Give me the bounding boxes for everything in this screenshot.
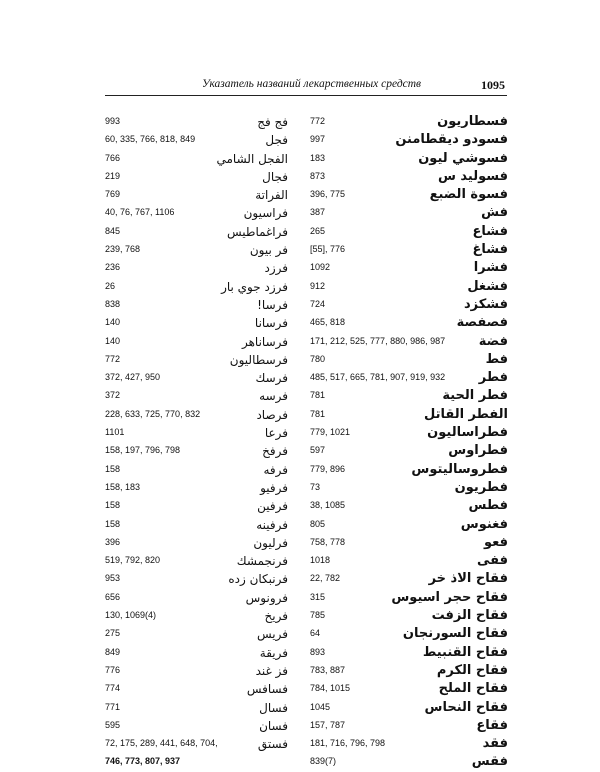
entry-arabic-term: فستق [257, 737, 288, 752]
entry-page-refs: 953 [105, 573, 121, 584]
index-entry [310, 735, 508, 753]
index-entry [105, 461, 288, 479]
entry-page-refs: 776 [105, 664, 121, 675]
entry-page-refs: 774 [105, 683, 121, 694]
entry-page-refs: 993 [105, 116, 121, 126]
entry-arabic-term: فشاع [472, 223, 508, 239]
index-entry [310, 150, 508, 168]
index-entry [310, 479, 508, 497]
left-index-column [105, 113, 288, 771]
header-rule [105, 95, 507, 96]
page-number: 1095 [481, 78, 505, 92]
entry-page-refs: 893 [310, 646, 326, 657]
entry-page-refs: 784, 1015 [310, 683, 351, 694]
index-entry [310, 662, 508, 680]
entry-page-refs: 140 [105, 335, 121, 346]
index-entry [310, 516, 508, 534]
entry-arabic-term: فرفيو [260, 480, 288, 495]
entry-page-refs: 64 [310, 628, 321, 639]
index-entry [105, 278, 288, 296]
entry-arabic-term: فرنبكان زده [228, 572, 288, 587]
index-entry [310, 625, 508, 643]
entry-page-refs: 181, 716, 796, 798 [310, 738, 386, 749]
entry-page-refs: 805 [310, 518, 326, 529]
entry-arabic-term: الفطر القاتل [423, 406, 508, 422]
entry-page-refs: 766 [105, 152, 121, 163]
entry-arabic-term: فغنوس [460, 516, 508, 532]
entry-page-refs: 1101 [105, 427, 125, 438]
entry-page-refs: 60, 335, 766, 818, 849 [105, 134, 196, 145]
index-entry [105, 351, 288, 369]
index-entry [310, 753, 508, 771]
index-entry [105, 259, 288, 277]
index-entry [105, 296, 288, 314]
index-entry [310, 314, 508, 332]
entry-arabic-term: فقس [471, 754, 508, 770]
entry-page-refs: 779, 1021 [310, 427, 351, 438]
entry-arabic-term: فرعا [264, 426, 288, 441]
index-entry [310, 607, 508, 625]
index-entry [310, 168, 508, 186]
entry-page-refs: [55], 776 [310, 244, 346, 255]
entry-page-refs: 396, 775 [310, 189, 346, 200]
entry-page-refs: 372 [105, 390, 121, 401]
entry-page-refs: 387 [310, 207, 326, 218]
entry-arabic-term: فسافس [246, 682, 288, 697]
index-entry [105, 479, 288, 497]
index-entry [105, 625, 288, 643]
entry-arabic-term: فشغل [467, 278, 508, 294]
entry-arabic-term: فريخ [264, 609, 288, 624]
entry-page-refs: 38, 1085 [310, 500, 346, 511]
index-entry [310, 333, 508, 351]
index-entry [310, 680, 508, 698]
right-index-column [310, 113, 508, 772]
index-entry [105, 607, 288, 625]
index-entry [310, 204, 508, 222]
entry-page-refs: 724 [310, 298, 326, 309]
entry-page-refs: 72, 175, 289, 441, 648, 704, [105, 738, 218, 749]
index-entry [105, 570, 288, 588]
entry-page-refs: 779, 896 [310, 463, 346, 474]
entry-arabic-term: فشاغ [472, 242, 508, 258]
entry-arabic-term: فرزد [264, 261, 288, 276]
entry-arabic-term: فقاح الملح [438, 681, 508, 697]
entry-page-refs: 785 [310, 610, 326, 621]
entry-page-refs: 1018 [310, 555, 331, 566]
entry-page-refs: 772 [310, 116, 326, 126]
entry-arabic-term: فرساناهر [241, 334, 288, 349]
entry-arabic-term: فقاح الاذ خر [428, 571, 508, 587]
index-entry [105, 516, 288, 534]
index-entry [310, 296, 508, 314]
entry-arabic-term: فرسانا [254, 316, 288, 331]
entry-page-refs: 73 [310, 481, 321, 492]
index-entry [105, 369, 288, 387]
entry-page-refs: 769 [105, 189, 121, 200]
entry-page-refs: 771 [105, 701, 121, 712]
index-entry [310, 406, 508, 424]
entry-arabic-term: فرليون [253, 535, 288, 550]
entry-arabic-term: فرنجمشك [236, 554, 288, 569]
index-entry [310, 259, 508, 277]
entry-page-refs: 1045 [310, 701, 331, 712]
entry-page-refs: 157, 787 [310, 719, 346, 730]
entry-arabic-term: فريس [257, 627, 288, 642]
entry-page-refs: 236 [105, 262, 121, 273]
entry-arabic-term: فقاح النحاس [424, 699, 508, 715]
entry-page-refs: 839(7) [310, 756, 337, 767]
entry-arabic-term: فصفصة [456, 315, 508, 331]
index-entry [310, 131, 508, 149]
index-entry [105, 699, 288, 717]
entry-page-refs-continued: 746, 773, 807, 937 [105, 756, 181, 767]
entry-page-refs: 40, 76, 767, 1106 [105, 207, 175, 218]
entry-arabic-term: فطر [478, 370, 508, 386]
index-entry [310, 278, 508, 296]
index-entry [310, 223, 508, 241]
entry-page-refs: 758, 778 [310, 536, 346, 547]
entry-arabic-term: فز غند [255, 663, 288, 678]
entry-page-refs: 130, 1069(4) [105, 610, 157, 621]
index-entry [105, 717, 288, 735]
entry-arabic-term: فعو [483, 534, 508, 550]
entry-page-refs: 997 [310, 134, 326, 145]
index-entry [310, 497, 508, 515]
entry-arabic-term: فقاح السورنجان [402, 626, 508, 642]
index-entry [105, 150, 288, 168]
index-entry [105, 387, 288, 405]
entry-arabic-term: فطر الحية [442, 388, 508, 404]
index-entry [105, 406, 288, 424]
index-entry [105, 644, 288, 662]
index-entry [310, 570, 508, 588]
index-entry [105, 131, 288, 149]
index-entry [105, 204, 288, 222]
header-title: Указатель названий лекарственных средств [202, 78, 422, 90]
entry-arabic-term: فقاح الزفت [431, 608, 508, 624]
entry-page-refs: 140 [105, 317, 121, 328]
entry-arabic-term: فقاح القنبيط [422, 644, 508, 660]
index-entry [105, 552, 288, 570]
entry-arabic-term: فقاع [476, 717, 508, 733]
entry-page-refs: 219 [105, 170, 121, 181]
index-entry [310, 369, 508, 387]
entry-arabic-term: فشكزد [463, 296, 508, 312]
entry-arabic-term: فراسيون [243, 206, 288, 221]
entry-arabic-term: فطراساليون [427, 425, 508, 441]
entry-page-refs: 873 [310, 170, 326, 181]
index-entry [310, 717, 508, 735]
index-entry [310, 442, 508, 460]
entry-arabic-term: فرسك [255, 371, 288, 386]
entry-arabic-term: فرفينه [256, 517, 288, 532]
entry-arabic-term: فرسه [259, 389, 288, 404]
index-entry [310, 552, 508, 570]
entry-arabic-term: فط [485, 351, 508, 367]
index-entry [105, 589, 288, 607]
entry-arabic-term: فقاح الكرم [436, 662, 508, 678]
entry-page-refs: 849 [105, 646, 121, 657]
entry-page-refs: 597 [310, 445, 326, 456]
entry-page-refs: 158 [105, 518, 121, 529]
entry-arabic-term: فطراوس [448, 443, 508, 459]
entry-page-refs: 275 [105, 628, 121, 639]
index-entry [310, 351, 508, 369]
entry-arabic-term: فرزد جوي بار [221, 279, 288, 294]
entry-arabic-term: فقاح حجر اسيوس [391, 589, 508, 605]
entry-arabic-term: فريقة [259, 645, 288, 660]
entry-page-refs: 183 [310, 152, 326, 163]
index-entry [105, 186, 288, 204]
index-entry [310, 589, 508, 607]
entry-page-refs: 912 [310, 280, 326, 291]
entry-page-refs: 158, 197, 796, 798 [105, 445, 181, 456]
entry-arabic-term: فسطاريون [437, 114, 508, 129]
index-entry [105, 534, 288, 552]
index-entry [105, 314, 288, 332]
entry-page-refs: 845 [105, 225, 121, 236]
entry-arabic-term: فرسطاليون [229, 352, 288, 367]
entry-arabic-term: فطريون [454, 479, 508, 495]
index-entry [105, 168, 288, 186]
entry-arabic-term: فش [481, 205, 508, 221]
index-entry [105, 497, 288, 515]
entry-arabic-term: فسوليد س [437, 168, 508, 184]
entry-arabic-term: فرفخ [262, 444, 288, 459]
running-header [105, 78, 507, 96]
entry-page-refs: 265 [310, 225, 326, 236]
entry-page-refs: 22, 782 [310, 573, 341, 584]
entry-page-refs: 772 [105, 353, 121, 364]
index-entry [310, 424, 508, 442]
entry-page-refs: 239, 768 [105, 244, 141, 255]
index-entry [310, 186, 508, 204]
index-entry [310, 241, 508, 259]
index-entry [105, 442, 288, 460]
index-entry [105, 241, 288, 259]
entry-arabic-term: ففى [476, 553, 508, 569]
entry-arabic-term: فراغماطيس [226, 224, 288, 239]
index-entry [310, 534, 508, 552]
entry-arabic-term: فطس [468, 498, 508, 514]
entry-arabic-term: الفراتة [255, 188, 288, 203]
entry-arabic-term: فقد [482, 736, 508, 752]
entry-arabic-term: فسان [259, 718, 288, 733]
index-entry [310, 461, 508, 479]
entry-arabic-term: فسوة الضبع [429, 187, 508, 203]
entry-page-refs: 158, 183 [105, 481, 141, 492]
entry-page-refs: 372, 427, 950 [105, 372, 161, 383]
entry-arabic-term: فرسا! [257, 297, 288, 312]
index-entry [310, 644, 508, 662]
entry-arabic-term: فرصاد [256, 407, 288, 422]
entry-page-refs: 780 [310, 353, 326, 364]
entry-arabic-term: فطروساليتوس [411, 461, 508, 477]
index-entry [310, 113, 508, 131]
index-entry [105, 424, 288, 442]
index-entry [105, 333, 288, 351]
entry-page-refs: 783, 887 [310, 664, 346, 675]
index-entry [105, 113, 288, 131]
index-entry [105, 662, 288, 680]
entry-page-refs: 26 [105, 280, 116, 291]
entry-arabic-term: فج فج [257, 115, 288, 129]
entry-arabic-term: فسوشي ليون [418, 150, 508, 166]
index-entry [105, 680, 288, 698]
entry-page-refs: 171, 212, 525, 777, 880, 986, 987 [310, 335, 446, 346]
entry-arabic-term: فرونوس [245, 590, 288, 605]
index-entry [310, 387, 508, 405]
entry-arabic-term: فسال [259, 700, 288, 715]
entry-page-refs: 228, 633, 725, 770, 832 [105, 408, 201, 419]
entry-page-refs: 781 [310, 390, 326, 401]
entry-page-refs: 781 [310, 408, 326, 419]
entry-page-refs: 656 [105, 591, 121, 602]
entry-page-refs: 315 [310, 591, 326, 602]
entry-arabic-term: فسودو ديقطامنن [395, 132, 508, 148]
entry-arabic-term: فرفه [263, 462, 288, 477]
entry-page-refs: 158 [105, 463, 121, 474]
entry-page-refs: 465, 818 [310, 317, 346, 328]
entry-page-refs: 485, 517, 665, 781, 907, 919, 932 [310, 372, 446, 383]
index-entry [310, 699, 508, 717]
entry-page-refs: 838 [105, 298, 121, 309]
entry-page-refs: 1092 [310, 262, 331, 273]
entry-arabic-term: فجل [265, 133, 288, 148]
entry-arabic-term: فشرا [473, 260, 508, 276]
entry-arabic-term: الفجل الشامي [216, 151, 288, 166]
entry-page-refs: 158 [105, 500, 121, 511]
index-entry [105, 223, 288, 241]
entry-arabic-term: فجال [262, 169, 288, 184]
entry-page-refs: 396 [105, 536, 121, 547]
entry-arabic-term: فر بيون [249, 243, 288, 258]
entry-page-refs: 595 [105, 719, 121, 730]
entry-arabic-term: فضة [478, 333, 508, 349]
entry-page-refs: 519, 792, 820 [105, 555, 161, 566]
entry-arabic-term: فرفين [257, 499, 288, 514]
